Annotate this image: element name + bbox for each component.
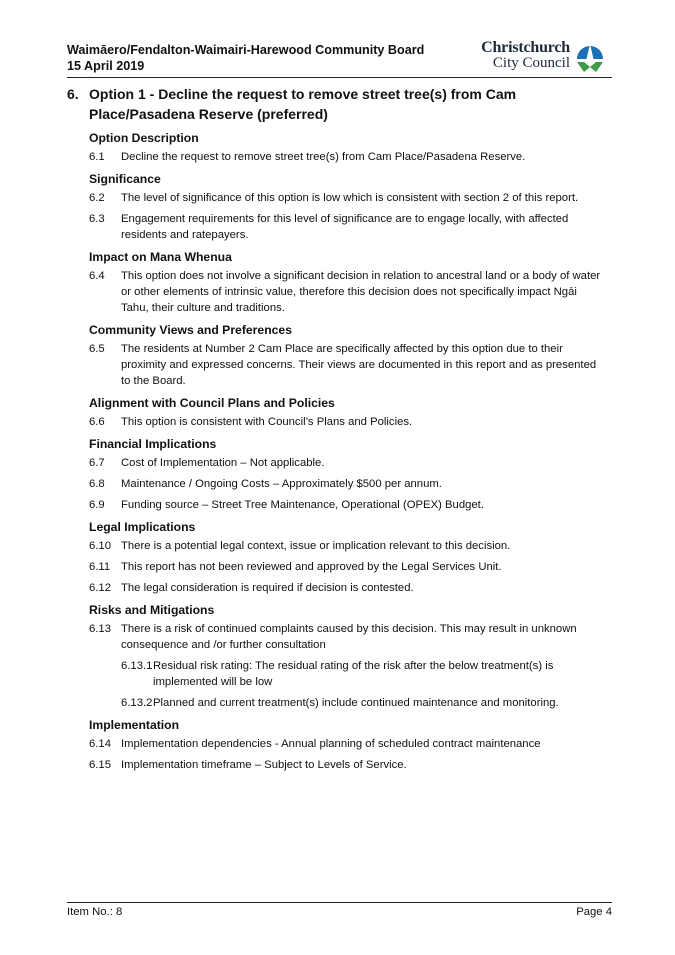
paragraph-6-13-1: [121, 658, 615, 690]
logo-text-christchurch: Christchurch: [481, 39, 570, 56]
paragraph-text: This option is consistent with Council’s Plans and Policies.: [121, 416, 413, 428]
paragraph-6-14: [89, 736, 615, 752]
logo-text-city-council: City Council: [492, 55, 570, 71]
paragraph-text: The level of significance of this option is low which is consistent with section 2 of this report.: [121, 192, 579, 204]
paragraph-number: 6.3: [89, 213, 105, 225]
page-footer: [67, 902, 612, 918]
paragraph-6-15: [89, 757, 615, 773]
paragraph-line: to the Board.: [121, 375, 186, 387]
subheading-implementation: Implementation: [89, 718, 180, 732]
section-title-line: Place/Pasadena Reserve (preferred): [89, 106, 328, 122]
paragraph-6-8: [89, 476, 615, 492]
paragraph-line: This option does not involve a significant decision in relation to ancestral land or a body of water: [121, 270, 601, 282]
paragraph-text: Funding source – Street Tree Maintenance, Operational (OPEX) Budget.: [121, 499, 484, 511]
paragraph-line: implemented will be low: [153, 676, 273, 688]
paragraph-text: Implementation dependencies - Annual planning of scheduled contract maintenance: [121, 738, 541, 750]
paragraph-6-4: [89, 268, 615, 316]
subheading-alignment: Alignment with Council Plans and Policies: [89, 396, 335, 410]
paragraph-number: 6.8: [89, 478, 105, 490]
paragraph-line: Engagement requirements for this level of significance are to engage locally, with affected: [121, 213, 569, 225]
paragraph-6-7: [89, 455, 615, 471]
paragraph-line: Tahu, their culture and traditions.: [121, 302, 285, 314]
board-title: Waimāero/Fendalton-Waimairi-Harewood Community Board: [67, 43, 425, 57]
paragraph-number: 6.11: [89, 561, 111, 573]
subheading-community-views: Community Views and Preferences: [89, 323, 292, 337]
paragraph-line: consequence and /or further consultation: [121, 639, 326, 651]
paragraph-text: Maintenance / Ongoing Costs – Approximately $500 per annum.: [121, 478, 442, 490]
paragraph-6-1: [89, 149, 615, 165]
paragraph-6-9: [89, 497, 615, 513]
paragraph-text: The legal consideration is required if decision is contested.: [121, 582, 414, 594]
paragraph-6-2: [89, 190, 615, 206]
paragraph-number: 6.4: [89, 270, 105, 282]
subheading-legal: Legal Implications: [89, 520, 196, 534]
council-logo: [472, 40, 612, 74]
paragraph-line: The residents at Number 2 Cam Place are specifically affected by this option due to their: [121, 343, 563, 355]
subheading-significance: Significance: [89, 172, 161, 186]
paragraph-6-10: [89, 538, 615, 554]
cathedral-logo-icon: [574, 41, 606, 73]
section-title-line: Option 1 - Decline the request to remove street tree(s) from Cam: [89, 86, 517, 102]
paragraph-number: 6.14: [89, 738, 111, 750]
paragraph-6-3: [89, 211, 615, 243]
subheading-financial: Financial Implications: [89, 437, 217, 451]
meeting-date: 15 April 2019: [67, 59, 145, 73]
paragraph-text: Planned and current treatment(s) include continued maintenance and monitoring.: [153, 697, 559, 709]
paragraph-number: 6.7: [89, 457, 105, 469]
paragraph-line: Residual risk rating: The residual rating of the risk after the below treatment(s) is: [153, 660, 554, 672]
subheading-mana-whenua: Impact on Mana Whenua: [89, 250, 232, 264]
paragraph-6-5: [89, 341, 615, 389]
paragraph-number: 6.1: [89, 151, 105, 163]
item-number: Item No.: 8: [67, 906, 123, 918]
paragraph-line: There is a risk of continued complaints caused by this decision. This may result in unknown: [121, 623, 577, 635]
paragraph-text: Cost of Implementation – Not applicable.: [121, 457, 325, 469]
section-number: 6.: [67, 86, 79, 102]
paragraph-line: proximity and expressed concerns. Their views are documented in this report and as presented: [121, 359, 597, 371]
paragraph-6-11: [89, 559, 615, 575]
paragraph-line: or other elements of intrinsic value, therefore this decision does not specifically impact Ngāi: [121, 286, 577, 298]
subheading-option-description: Option Description: [89, 131, 199, 145]
paragraph-number: 6.9: [89, 499, 105, 511]
paragraph-text: Implementation timeframe – Subject to Levels of Service.: [121, 759, 407, 771]
paragraph-number: 6.15: [89, 759, 111, 771]
section-heading: [67, 84, 615, 124]
paragraph-line: residents and ratepayers.: [121, 229, 249, 241]
paragraph-number: 6.13.1: [121, 660, 153, 672]
paragraph-number: 6.6: [89, 416, 105, 428]
paragraph-6-6: [89, 414, 615, 430]
paragraph-text: There is a potential legal context, issue or implication relevant to this decision.: [121, 540, 511, 552]
paragraph-number: 6.13: [89, 623, 111, 635]
paragraph-text: This report has not been reviewed and approved by the Legal Services Unit.: [121, 561, 502, 573]
paragraph-6-13-2: [121, 695, 615, 711]
paragraph-text: Decline the request to remove street tree(s) from Cam Place/Pasadena Reserve.: [121, 151, 526, 163]
subheading-risks: Risks and Mitigations: [89, 603, 215, 617]
paragraph-number: 6.2: [89, 192, 105, 204]
paragraph-6-12: [89, 580, 615, 596]
paragraph-number: 6.10: [89, 540, 111, 552]
page-header: [67, 40, 612, 78]
document-body: [67, 84, 615, 778]
paragraph-number: 6.13.2: [121, 697, 153, 709]
paragraph-6-13: [89, 621, 615, 653]
page-number: Page 4: [576, 906, 612, 918]
paragraph-number: 6.12: [89, 582, 111, 594]
paragraph-number: 6.5: [89, 343, 105, 355]
